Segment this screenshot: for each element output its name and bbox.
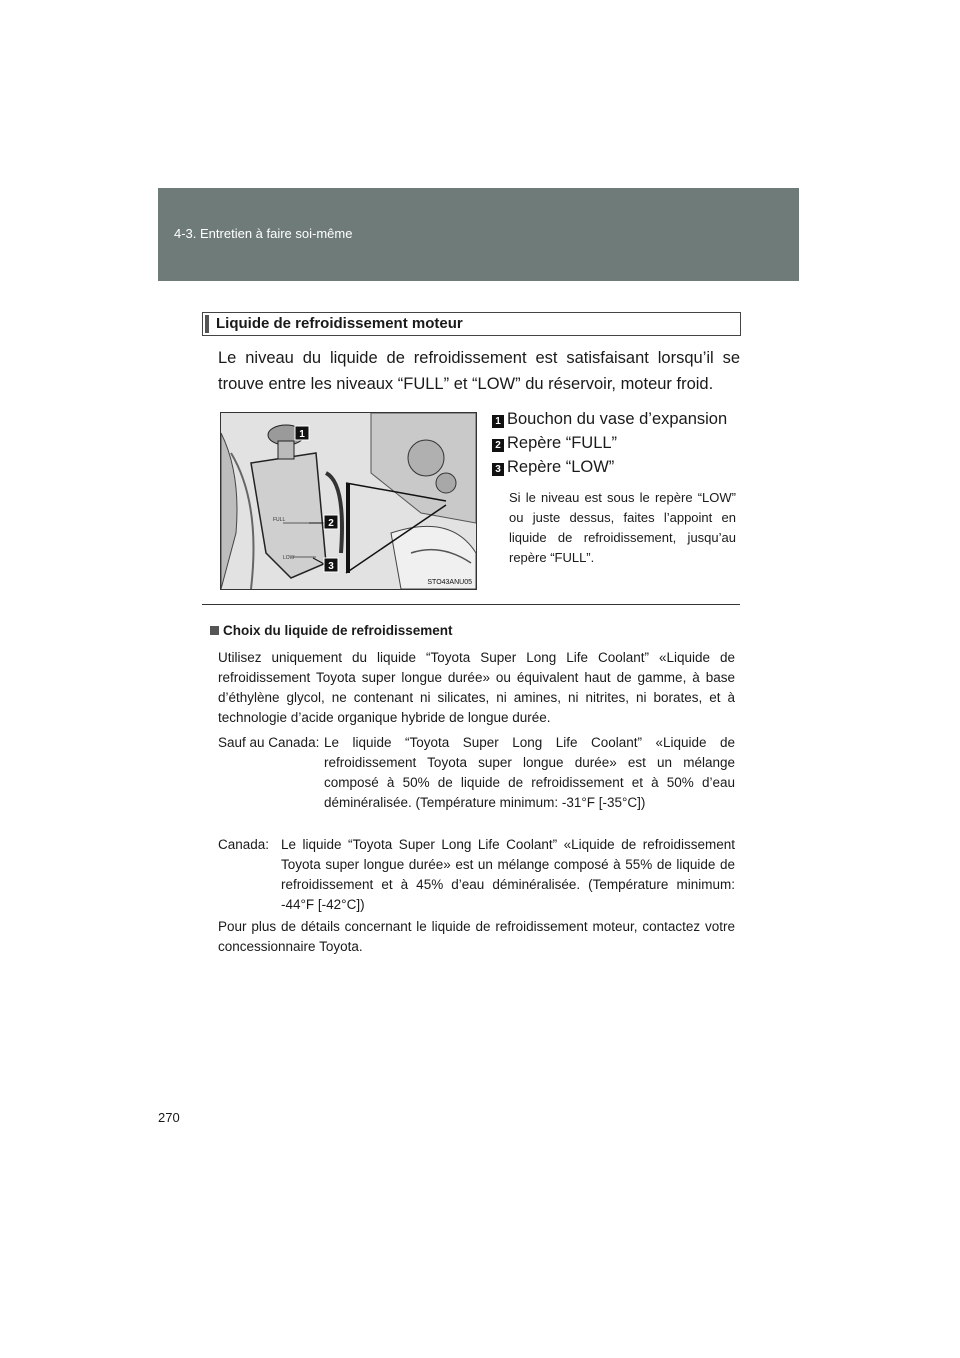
intro-line-1: Le niveau du liquide de refroidissement est satisfaisant lorsqu’il se bbox=[218, 349, 740, 367]
intro-line-2: trouve entre les niveaux “FULL” et “LOW” du réservoir, moteur froid. bbox=[218, 375, 714, 393]
spec-key: Sauf au Canada: bbox=[218, 735, 320, 750]
legend-number: 1 bbox=[492, 415, 504, 428]
dealer-paragraph: Pour plus de détails concernant le liquide de refroidissement moteur, contactez votre concessionnaire Toyota. bbox=[218, 919, 735, 954]
callout-2: 2 bbox=[328, 518, 334, 529]
legend-note: Si le niveau est sous le repère “LOW” ou juste dessus, faites l’appoint en liquide de refroidissement, jusqu’au repère “FULL”. bbox=[509, 490, 736, 565]
spec-key: Canada: bbox=[218, 837, 270, 852]
engine-bay-figure bbox=[220, 412, 477, 590]
legend-label: Bouchon du vase d’expansion bbox=[507, 410, 728, 428]
spec-value: Le liquide “Toyota Super Long Life Coolant” «Liquide de refroidissement Toyota super longue durée» est un mélange composé à 50% de liquide de refroidissement et à 50% d’eau déminéralisée. (Température minimum: -31°F [-35°C]) bbox=[324, 735, 735, 810]
heading-marker bbox=[205, 315, 209, 333]
spec-value: Le liquide “Toyota Super Long Life Coolant” «Liquide de refroidissement Toyota super longue durée» est un mélange composé à 55% de liquide de refroidissement et à 45% d’eau déminéralisée. (Température minimum: -44°F [-42°C]) bbox=[281, 837, 735, 912]
callout-3: 3 bbox=[328, 561, 334, 572]
page-number: 270 bbox=[158, 1110, 180, 1125]
scale-mark-low: LOW bbox=[283, 555, 295, 561]
legend-item bbox=[492, 410, 742, 434]
divider bbox=[202, 604, 740, 605]
figure-legend bbox=[492, 410, 742, 568]
callout-1: 1 bbox=[299, 429, 305, 440]
section-title: 4-3. Entretien à faire soi-même bbox=[174, 226, 353, 241]
legend-label: Repère “LOW” bbox=[507, 458, 615, 476]
spec-row-canada bbox=[218, 835, 735, 915]
scale-mark-full: FULL bbox=[273, 517, 286, 523]
square-bullet-icon bbox=[210, 626, 219, 635]
heading-text: Liquide de refroidissement moteur bbox=[216, 315, 463, 332]
subsection-title bbox=[210, 623, 453, 638]
figure-code: STO43ANU05 bbox=[427, 579, 472, 586]
header-band bbox=[158, 188, 799, 281]
legend-item bbox=[492, 458, 742, 482]
legend-item bbox=[492, 434, 742, 458]
legend-number: 2 bbox=[492, 439, 504, 452]
legend-label: Repère “FULL” bbox=[507, 434, 618, 452]
subsection-title-text: Choix du liquide de refroidissement bbox=[223, 623, 453, 638]
coolant-paragraph: Utilisez uniquement du liquide “Toyota Super Long Life Coolant” «Liquide de refroidissement Toyota super longue durée» ou équivalent haut de gamme, à base d’éthylène glycol, ne contenant ni silicates, ni amines, ni nitrites, ni borates, et à technologie d’acide organique hybride de longue durée. bbox=[218, 650, 735, 725]
legend-number: 3 bbox=[492, 463, 504, 476]
engine-illustration bbox=[221, 413, 476, 589]
section-heading bbox=[202, 312, 741, 336]
intro-paragraph bbox=[218, 345, 740, 397]
spec-row-outside-canada bbox=[218, 733, 735, 813]
